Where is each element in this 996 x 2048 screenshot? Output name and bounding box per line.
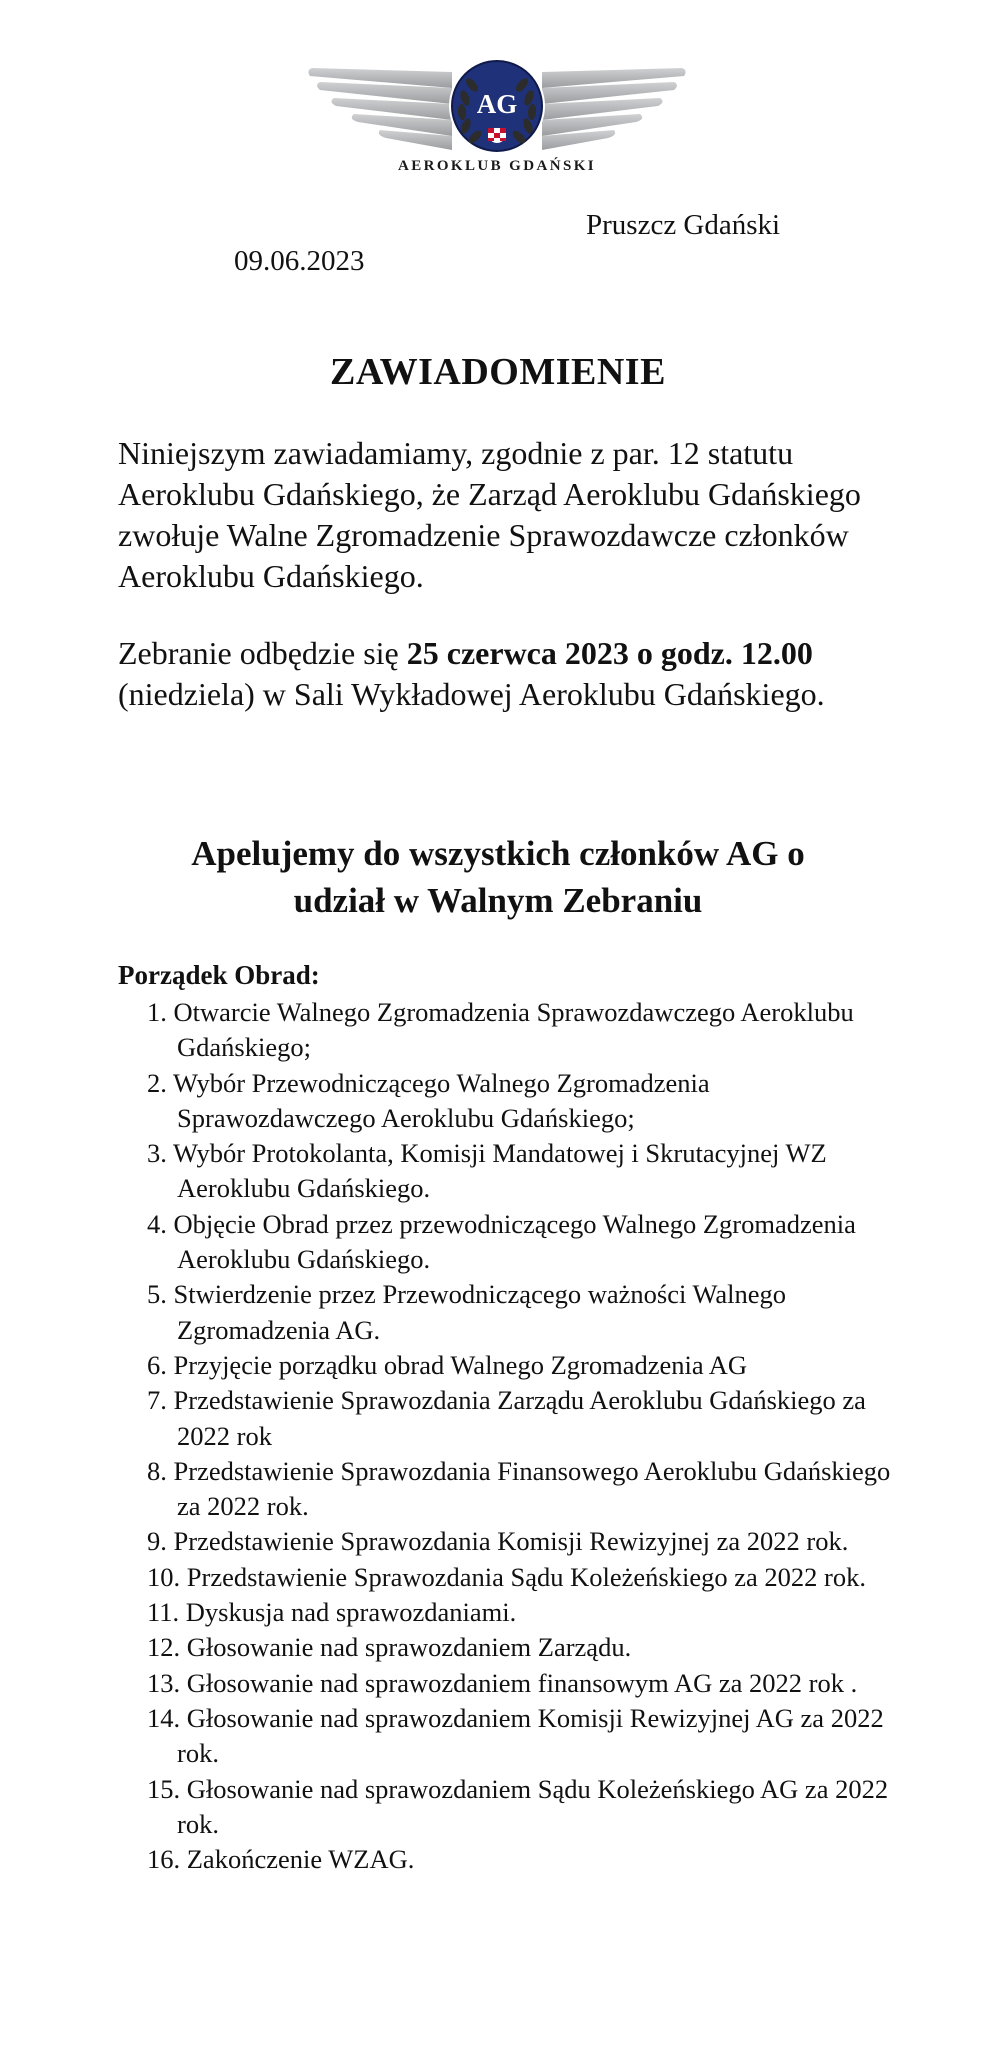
agenda-item-text: Zakończenie WZAG. bbox=[186, 1844, 415, 1875]
agenda-item bbox=[147, 1842, 907, 1877]
aeroklub-logo bbox=[302, 58, 692, 182]
agenda-item-text: Głosowanie nad sprawozdaniem finansowym AG za 2022 rok . bbox=[186, 1667, 858, 1698]
agenda-item-number: 5. bbox=[147, 1279, 167, 1310]
agenda-item bbox=[147, 1630, 907, 1665]
agenda-list bbox=[147, 995, 907, 1877]
agenda-item-text: Objęcie Obrad przez przewodniczącego Walnego Zgromadzenia Aeroklubu Gdańskiego. bbox=[173, 1208, 856, 1275]
meeting-datetime: 25 czerwca 2023 o godz. 12.00 bbox=[406, 635, 813, 671]
agenda-item-number: 11. bbox=[147, 1597, 180, 1628]
agenda-item bbox=[147, 1136, 907, 1207]
agenda-item-text: Głosowanie nad sprawozdaniem Komisji Rewizyjnej AG za 2022 rok. bbox=[177, 1702, 884, 1769]
agenda-item bbox=[147, 1560, 907, 1595]
agenda-item-text: Przyjęcie porządku obrad Walnego Zgromadzenia AG bbox=[173, 1349, 748, 1380]
checkered-shield-icon bbox=[488, 128, 506, 143]
agenda-item-number: 16. bbox=[147, 1844, 181, 1875]
appeal-heading bbox=[0, 830, 996, 924]
agenda-item-number: 13. bbox=[147, 1667, 181, 1698]
agenda-item-text: Głosowanie nad sprawozdaniem Zarządu. bbox=[186, 1632, 632, 1663]
agenda-item bbox=[147, 1383, 907, 1454]
agenda-item bbox=[147, 1348, 907, 1383]
agenda-item-text: Wybór Protokolanta, Komisji Mandatowej i Skrutacyjnej WZ Aeroklubu Gdańskiego. bbox=[173, 1138, 827, 1204]
agenda-item-number: 8. bbox=[147, 1455, 167, 1486]
agenda-item-text: Przedstawienie Sprawozdania Sądu Koleżeńskiego za 2022 rok. bbox=[186, 1561, 866, 1592]
meeting-paragraph bbox=[118, 633, 908, 715]
agenda-item-number: 7. bbox=[147, 1385, 167, 1416]
agenda-item bbox=[147, 1772, 907, 1843]
agenda-item-number: 9. bbox=[147, 1526, 167, 1557]
agenda-item-number: 2. bbox=[147, 1067, 167, 1098]
agenda-item-text: Przedstawienie Sprawozdania Zarządu Aeroklubu Gdańskiego za 2022 rok bbox=[173, 1385, 866, 1451]
agenda-item bbox=[147, 1524, 907, 1559]
agenda-item-text: Przedstawienie Sprawozdania Komisji Rewizyjnej za 2022 rok. bbox=[173, 1526, 849, 1557]
notice-paragraph: Niniejszym zawiadamiamy, zgodnie z par. 12 statutu Aeroklubu Gdańskiego, że Zarząd Aeroklubu Gdańskiego zwołuje Walne Zgromadzenie Sprawozdawcze członków Aeroklubu Gdańskiego. bbox=[118, 435, 861, 594]
agenda-item bbox=[147, 995, 907, 1066]
agenda-item-number: 1. bbox=[147, 997, 167, 1027]
winged-badge-icon bbox=[302, 58, 692, 158]
agenda-item bbox=[147, 1454, 907, 1525]
agenda-item-number: 6. bbox=[147, 1349, 167, 1380]
appeal-line-2: udział w Walnym Zebraniu bbox=[293, 881, 703, 920]
left-wing-icon bbox=[308, 68, 452, 150]
place: Pruszcz Gdański bbox=[586, 209, 781, 241]
agenda-item-number: 14. bbox=[147, 1702, 181, 1733]
agenda-item-text: Przedstawienie Sprawozdania Finansowego Aeroklubu Gdańskiego za 2022 rok. bbox=[173, 1455, 891, 1522]
logo-caption: AEROKLUB GDAŃSKI bbox=[397, 158, 596, 174]
right-wing-icon bbox=[542, 68, 686, 150]
agenda-item bbox=[147, 1277, 907, 1348]
agenda-item-number: 3. bbox=[147, 1138, 167, 1169]
agenda-item bbox=[147, 1207, 907, 1278]
date: 09.06.2023 bbox=[234, 245, 365, 277]
agenda-item-text: Dyskusja nad sprawozdaniami. bbox=[185, 1597, 517, 1628]
agenda-item bbox=[147, 1666, 907, 1701]
agenda-item bbox=[147, 1701, 907, 1772]
logo-initials: AG bbox=[476, 89, 518, 119]
appeal-line-1: Apelujemy do wszystkich członków AG o bbox=[191, 834, 805, 873]
meeting-location: (niedziela) w Sali Wykładowej Aeroklubu Gdańskiego. bbox=[118, 676, 825, 712]
agenda-item-text: Otwarcie Walnego Zgromadzenia Sprawozdawczego Aeroklubu Gdańskiego; bbox=[173, 997, 854, 1063]
agenda-item-number: 15. bbox=[147, 1773, 181, 1804]
agenda-item-number: 12. bbox=[147, 1632, 181, 1663]
agenda-item-text: Wybór Przewodniczącego Walnego Zgromadzenia Sprawozdawczego Aeroklubu Gdańskiego; bbox=[173, 1067, 710, 1133]
agenda-item-number: 4. bbox=[147, 1208, 167, 1239]
agenda-item-text: Głosowanie nad sprawozdaniem Sądu Koleżeńskiego AG za 2022 rok. bbox=[177, 1773, 889, 1839]
agenda-item-number: 10. bbox=[147, 1561, 181, 1592]
meeting-intro: Zebranie odbędzie się bbox=[118, 635, 407, 671]
agenda-item bbox=[147, 1066, 907, 1137]
document-title: ZAWIADOMIENIE bbox=[330, 351, 666, 393]
agenda-item-text: Stwierdzenie przez Przewodniczącego ważności Walnego Zgromadzenia AG. bbox=[173, 1279, 786, 1345]
agenda-title: Porządek Obrad: bbox=[118, 960, 320, 990]
agenda-item bbox=[147, 1595, 907, 1630]
